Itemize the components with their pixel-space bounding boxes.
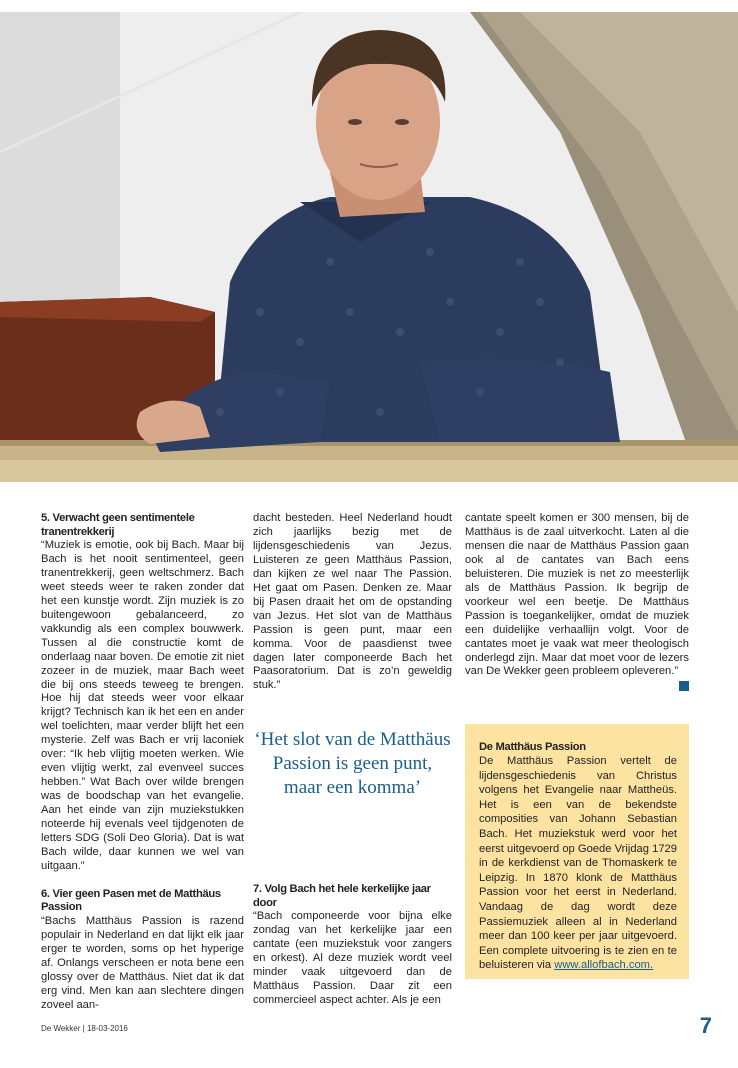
allofbach-link[interactable]: www.allofbach.com. bbox=[554, 959, 654, 972]
section-6-heading: 6. Vier geen Pasen met de Matthäus Passion bbox=[41, 887, 221, 914]
info-box bbox=[465, 724, 689, 979]
section-7 bbox=[253, 882, 452, 1008]
info-box-title: De Matthäus Passion bbox=[479, 741, 586, 753]
section-7-continued: cantate speelt komen er 300 mensen, bij de Matthäus is de zaal uitverkocht. Laten al die mensen die naar de Matthäus Passion gaan ook al de cantates van Bach eens beluisteren. Die muziek is net zo meesterlijk als de Matthäus Passion. Ik begrijp de voorkeur wel een beetje. De Matthäus Passion is toegankelijker, omdat de muziek een duidelijke verhaallijn volgt. Voor de cantates moet je vaak wat meer theologisch onderlegd zijn. Maar dat moet voor de lezers van De Wekker geen probleem opleveren.” bbox=[465, 512, 689, 678]
photo-illustration bbox=[0, 12, 738, 482]
section-5-text: “Muziek is emotie, ook bij Bach. Maar bij Bach is het nooit sentimenteel, geen tranentrekkerij, geen weltschmerz. Bach weet steeds weer te raken zonder dat het een kunstje wordt. Zijn muziek is zo buitengewoon gebalanceerd, zo vakkundig als een complex bouwwerk. Tussen al die constructie komt de onderlaag naar boven. De emotie zit niet zozeer in de muziek, maar Bach weet die bij ons steeds teweeg te brengen. Hoe hij dat steeds weer voor elkaar krijgt? Technisch kan ik het een en ander wel toelichten, maar verder blijft het een mysterie. Zelf was Bach er vrij laconiek over: “Ik heb vlijtig moeten werken. Wie even vlijtig werkt, zal evenveel succes hebben.” Wat Bach over wilde brengen was de boodschap van het evangelie. Aan het einde van zijn muziekstukken noteerde hij evenals veel tijdgenoten de letters SDG (Soli Deo Gloria). Dat is wat Bach wilde, daar kunnen we wel van uitgaan.” bbox=[41, 539, 244, 872]
end-of-article-icon bbox=[679, 681, 689, 691]
column-2 bbox=[253, 512, 452, 693]
pull-quote: ‘Het slot van de Matthäus Passion is geen punt, maar een komma’ bbox=[254, 729, 451, 798]
portrait-photo bbox=[0, 12, 738, 482]
footer-publication: De Wekker | 18-03-2016 bbox=[41, 1024, 128, 1033]
section-7-heading: 7. Volg Bach het hele kerkelijke jaar door bbox=[253, 883, 431, 909]
section-7-text: “Bach componeerde voor bijna elke zondag van het kerkelijke jaar een cantate (een muziekstuk voor zangers en orkest). Al deze muziek wordt veel minder vaak uitgevoerd dan de Matthäus Passion. Daar zit een commercieel aspect achter. Als je een bbox=[253, 910, 452, 1006]
column-3 bbox=[465, 512, 689, 691]
page-number: 7 bbox=[699, 1013, 712, 1038]
info-box-text bbox=[479, 754, 677, 973]
section-6-text: “Bachs Matthäus Passion is razend populair in Nederland en dat lijkt elk jaar erger te worden, soms op het hyperige af. Onlangs verscheen er nota bene een glossy over de Matthäus. Niet dat ik dat erg vind. Men kan aan slechtere dingen zoveel aan- bbox=[41, 914, 244, 1011]
column-1 bbox=[41, 512, 244, 1013]
section-5-heading: 5. Verwacht geen sentimentele tranentrekkerij bbox=[41, 512, 195, 538]
section-6-continued: dacht besteden. Heel Nederland houdt zich jaarlijks bezig met de lijdensgeschiedenis van Jezus. Luisteren ze geen Matthäus Passion, dan kijken ze wel naar The Passion. Het gaat om Pasen. Denken ze. Maar bij Pasen draait het om de opstanding van Jezus. Het slot van de Matthäus Passion is geen punt, maar een komma. Voor de paasdienst twee dagen later componeerde Bach het Paasoratorium. Dat is zo’n geweldig stuk.” bbox=[253, 512, 452, 692]
info-box-body: De Matthäus Passion vertelt de lijdensgeschiedenis van Christus volgens het Evangelie naar Mattheüs. Het is een van de bekendste composities van Johann Sebastian Bach. Het muziekstuk werd voor het eerst uitgevoerd op Goede Vrijdag 1729 in de kerkdienst van de Thomaskerk te Leipzig. In 1870 klonk de Matthäus Passion voor het eerst in Nederland. Vandaag de dag wordt deze Passiemuziek alleen al in Nederland meer dan 100 keer per jaar uitgevoerd. Een complete uitvoering is te zien en te beluisteren via bbox=[479, 755, 677, 972]
